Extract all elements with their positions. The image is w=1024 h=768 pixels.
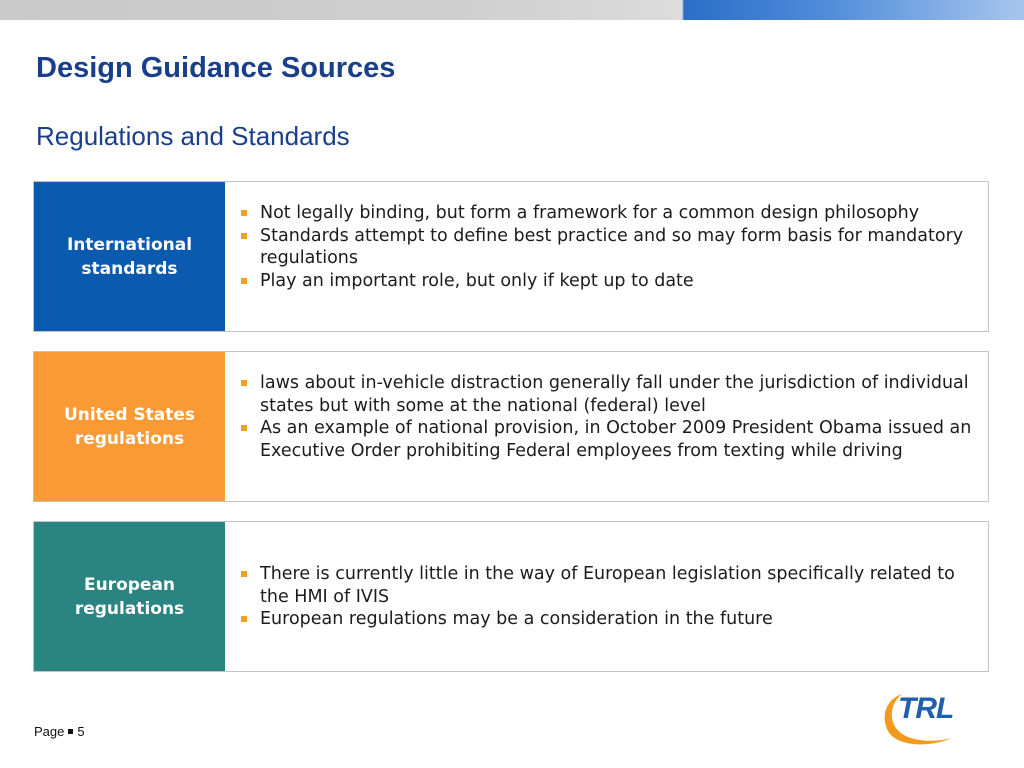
panel-label-line: International xyxy=(66,234,193,255)
panel-european-regulations xyxy=(33,521,989,672)
bullet-item xyxy=(239,372,974,417)
bullet-text: Play an important role, but only if kept up to date xyxy=(260,270,694,291)
panel-label-line: European xyxy=(83,574,176,595)
panel-international-standards xyxy=(33,181,989,332)
bullet-text: As an example of national provision, in October 2009 President Obama issued an Executive Order prohibiting Federal employees from texting while driving xyxy=(260,418,972,461)
bullet-square-icon xyxy=(241,380,247,386)
bullet-square-icon xyxy=(241,425,247,431)
panel-body xyxy=(227,522,988,671)
bullet-list xyxy=(239,202,974,292)
page-subtitle: Regulations and Standards xyxy=(36,121,350,151)
bullet-item xyxy=(239,270,974,293)
bullet-text: laws about in-vehicle distraction generally fall under the jurisdiction of individual states but with some at the national (federal) level xyxy=(260,373,969,416)
page-title: Design Guidance Sources xyxy=(36,52,396,84)
panel-label xyxy=(34,522,227,671)
panel-united-states-regulations xyxy=(33,351,989,502)
panel-label xyxy=(34,182,227,331)
panel-body xyxy=(227,182,988,331)
bullet-text: There is currently little in the way of European legislation specifically related to the HMI of IVIS xyxy=(260,564,955,607)
bullet-list xyxy=(239,372,974,462)
bullet-text: Standards attempt to define best practice and so may form basis for mandatory regulations xyxy=(260,225,964,268)
bullet-list xyxy=(239,563,974,631)
page-number-value: 5 xyxy=(77,724,85,739)
bullet-text: European regulations may be a consideration in the future xyxy=(260,609,773,629)
bullet-item xyxy=(239,225,974,270)
top-banner xyxy=(0,0,1024,20)
bullet-item xyxy=(239,202,974,225)
panel-label xyxy=(34,352,227,501)
bullet-square-icon xyxy=(241,616,247,622)
page-label: Page xyxy=(34,724,65,739)
square-separator-icon xyxy=(68,729,73,734)
panel-label-line: standards xyxy=(81,258,178,279)
bullet-text: Not legally binding, but form a framework for a common design philosophy xyxy=(260,203,920,223)
bullet-square-icon xyxy=(241,571,247,577)
bullet-square-icon xyxy=(241,233,247,239)
panel-label-line: United States xyxy=(63,404,196,425)
panel-label-line: regulations xyxy=(74,598,185,619)
bullet-item xyxy=(239,417,974,462)
panel-body xyxy=(227,352,988,501)
page-number xyxy=(34,724,85,739)
bullet-square-icon xyxy=(241,278,247,284)
panel-label-line: regulations xyxy=(74,428,185,449)
bullet-square-icon xyxy=(241,210,247,216)
logo-wordmark: TRL xyxy=(898,692,954,725)
bullet-item xyxy=(239,563,974,608)
trl-logo xyxy=(880,686,990,750)
bullet-item xyxy=(239,608,974,631)
